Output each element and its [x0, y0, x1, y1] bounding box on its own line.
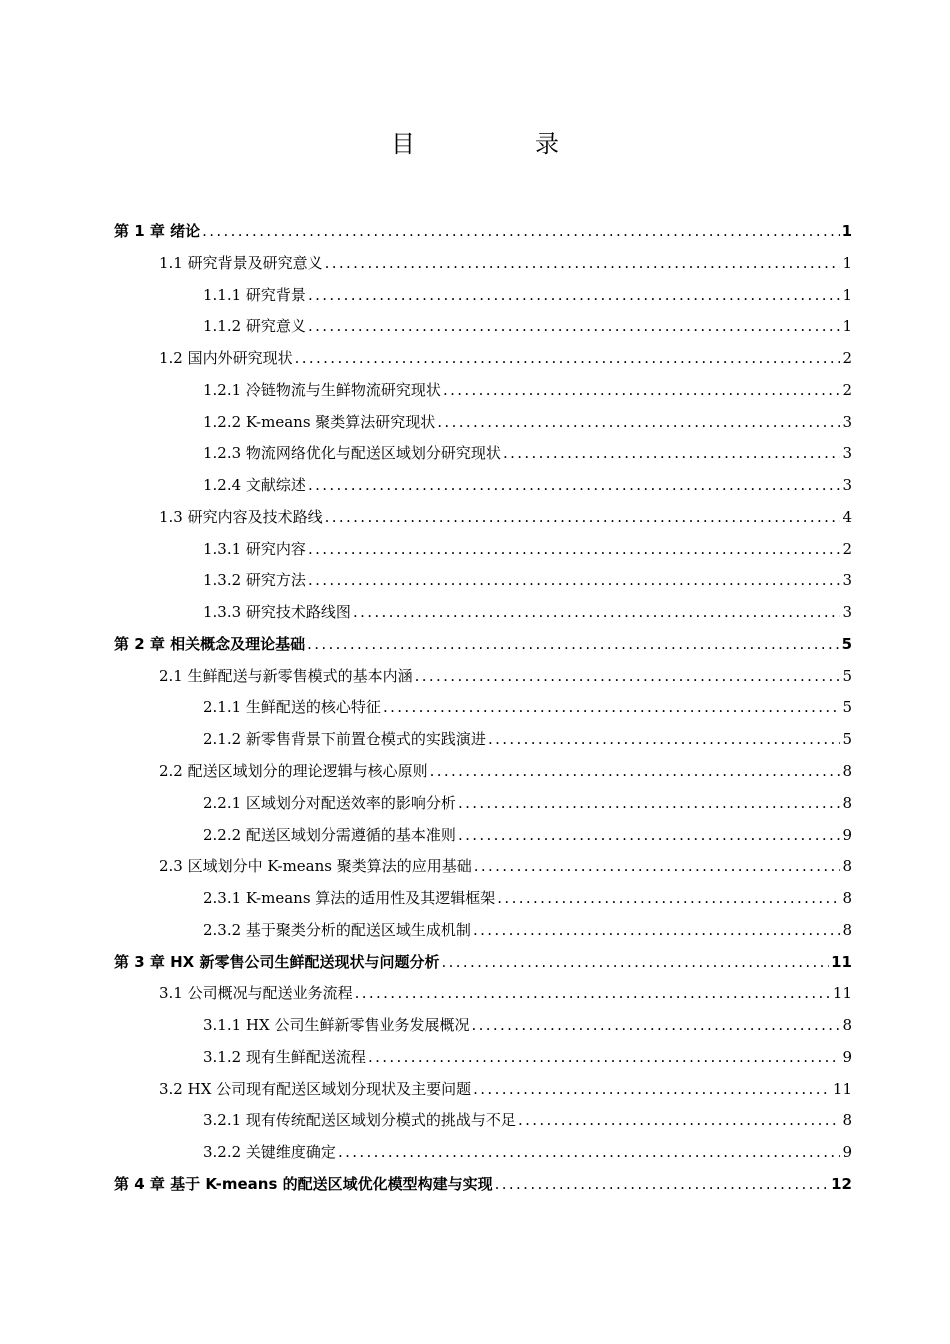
toc-subsection-entry[interactable] [114, 820, 852, 852]
toc-page-number: 11 [832, 984, 852, 1003]
toc-subsection-entry[interactable] [114, 407, 852, 439]
toc-page-number: 1 [842, 253, 852, 272]
toc-page-number: 2 [842, 380, 852, 399]
dot-leader [415, 661, 841, 693]
toc-page-number: 11 [832, 1079, 852, 1098]
dot-leader [308, 280, 841, 312]
toc-page-number: 8 [842, 1016, 852, 1035]
dot-leader [473, 915, 841, 947]
toc-section-entry[interactable] [114, 343, 852, 375]
toc-page-number: 4 [842, 507, 852, 526]
toc-subsection-entry[interactable] [114, 597, 852, 629]
toc-entry-text: 2.3 区域划分中 K-means 聚类算法的应用基础 [159, 857, 472, 876]
dot-leader [430, 756, 841, 788]
toc-subsection-entry[interactable] [114, 1105, 852, 1137]
toc-section-entry[interactable] [114, 978, 852, 1010]
dot-leader [458, 820, 841, 852]
toc-entry-text: 1.3.1 研究内容 [203, 539, 306, 558]
toc-subsection-entry[interactable] [114, 915, 852, 947]
dot-leader [308, 534, 841, 566]
dot-leader [355, 978, 831, 1010]
toc-page-number: 5 [842, 666, 852, 685]
dot-leader [353, 597, 841, 629]
toc-entry-text: 2.1.2 新零售背景下前置仓模式的实践演进 [203, 730, 486, 749]
toc-page-number: 1 [841, 222, 852, 240]
toc-subsection-entry[interactable] [114, 565, 852, 597]
toc-entry-text: 1.3.2 研究方法 [203, 571, 306, 590]
toc-title: 目 录 [391, 130, 607, 158]
toc-entry-text: 1.1.1 研究背景 [203, 285, 306, 304]
toc-subsection-entry[interactable] [114, 883, 852, 915]
dot-leader [474, 851, 841, 883]
dot-leader [325, 248, 841, 280]
dot-leader [458, 788, 841, 820]
toc-subsection-entry[interactable] [114, 724, 852, 756]
toc-subsection-entry[interactable] [114, 534, 852, 566]
dot-leader [308, 565, 841, 597]
toc-entry-text: 2.3.1 K-means 算法的适用性及其逻辑框架 [203, 889, 496, 908]
toc-section-entry[interactable] [114, 502, 852, 534]
toc-entry-text: 1.2.4 文献综述 [203, 476, 306, 495]
toc-entry-text: 3.2.1 现有传统配送区域划分模式的挑战与不足 [203, 1111, 516, 1130]
toc-page-number: 1 [842, 285, 852, 304]
table-of-contents [114, 216, 852, 1201]
toc-entry-text: 1.1 研究背景及研究意义 [159, 253, 323, 272]
toc-subsection-entry[interactable] [114, 311, 852, 343]
dot-leader [307, 629, 839, 661]
toc-entry-text: 1.2.1 冷链物流与生鲜物流研究现状 [203, 380, 441, 399]
toc-section-entry[interactable] [114, 1074, 852, 1106]
toc-subsection-entry[interactable] [114, 375, 852, 407]
dot-leader [471, 1010, 840, 1042]
dot-leader [495, 1169, 829, 1201]
dot-leader [295, 343, 841, 375]
toc-page-number: 3 [842, 444, 852, 463]
toc-entry-text: 第 3 章 HX 新零售公司生鲜配送现状与问题分析 [114, 952, 440, 971]
dot-leader [488, 724, 841, 756]
toc-page-number: 8 [842, 920, 852, 939]
toc-page-number: 5 [841, 634, 852, 653]
toc-page-number: 12 [831, 1174, 852, 1193]
toc-subsection-entry[interactable] [114, 692, 852, 724]
toc-page-number: 8 [842, 889, 852, 908]
dot-leader [443, 375, 841, 407]
toc-entry-text: 3.2 HX 公司现有配送区域划分现状及主要问题 [159, 1079, 472, 1098]
toc-page-number: 5 [842, 730, 852, 749]
toc-page-number: 9 [842, 1143, 852, 1162]
toc-page-number: 8 [842, 762, 852, 781]
toc-subsection-entry[interactable] [114, 280, 852, 312]
dot-leader [441, 947, 829, 979]
toc-entry-text: 1.2.3 物流网络优化与配送区域划分研究现状 [203, 444, 501, 463]
toc-entry-text: 2.2.2 配送区域划分需遵循的基本准则 [203, 825, 456, 844]
toc-chapter-entry[interactable] [114, 629, 852, 661]
dot-leader [368, 1042, 841, 1074]
toc-page-number: 2 [842, 539, 852, 558]
toc-entry-text: 3.1 公司概况与配送业务流程 [159, 984, 353, 1003]
toc-subsection-entry[interactable] [114, 438, 852, 470]
toc-subsection-entry[interactable] [114, 1010, 852, 1042]
toc-entry-text: 2.1.1 生鲜配送的核心特征 [203, 698, 381, 717]
toc-page-number: 2 [842, 349, 852, 368]
toc-chapter-entry[interactable] [114, 947, 852, 979]
toc-section-entry[interactable] [114, 248, 852, 280]
dot-leader [473, 1074, 831, 1106]
toc-chapter-entry[interactable] [114, 1169, 852, 1201]
toc-entry-text: 第 1 章 绪论 [114, 222, 201, 240]
toc-entry-text: 2.3.2 基于聚类分析的配送区域生成机制 [203, 920, 471, 939]
toc-chapter-entry[interactable] [114, 216, 852, 248]
toc-section-entry[interactable] [114, 661, 852, 693]
toc-entry-text: 1.1.2 研究意义 [203, 317, 306, 336]
dot-leader [308, 311, 841, 343]
dot-leader [518, 1105, 841, 1137]
toc-entry-text: 第 4 章 基于 K-means 的配送区域优化模型构建与实现 [114, 1174, 493, 1193]
toc-entry-text: 3.1.2 现有生鲜配送流程 [203, 1047, 366, 1066]
toc-page-number: 8 [842, 857, 852, 876]
toc-page-number: 5 [842, 698, 852, 717]
dot-leader [308, 470, 841, 502]
toc-page-number: 3 [842, 571, 852, 590]
toc-page-number: 8 [842, 793, 852, 812]
toc-subsection-entry[interactable] [114, 470, 852, 502]
toc-subsection-entry[interactable] [114, 1137, 852, 1169]
toc-entry-text: 2.2.1 区域划分对配送效率的影响分析 [203, 793, 456, 812]
toc-page-number: 3 [842, 476, 852, 495]
toc-entry-text: 2.2 配送区域划分的理论逻辑与核心原则 [159, 762, 428, 781]
toc-entry-text: 3.1.1 HX 公司生鲜新零售业务发展概况 [203, 1016, 470, 1035]
toc-subsection-entry[interactable] [114, 788, 852, 820]
dot-leader [202, 216, 839, 248]
toc-page-number: 1 [842, 317, 852, 336]
toc-page-number: 11 [831, 952, 852, 971]
toc-entry-text: 1.2.2 K-means 聚类算法研究现状 [203, 412, 436, 431]
toc-entry-text: 1.3.3 研究技术路线图 [203, 603, 351, 622]
toc-section-entry[interactable] [114, 851, 852, 883]
toc-page-number: 3 [842, 603, 852, 622]
toc-subsection-entry[interactable] [114, 1042, 852, 1074]
toc-entry-text: 第 2 章 相关概念及理论基础 [114, 634, 306, 653]
dot-leader [437, 407, 840, 439]
dot-leader [338, 1137, 841, 1169]
toc-entry-text: 1.3 研究内容及技术路线 [159, 507, 323, 526]
dot-leader [497, 883, 840, 915]
toc-section-entry[interactable] [114, 756, 852, 788]
dot-leader [325, 502, 841, 534]
toc-page-number: 8 [842, 1111, 852, 1130]
toc-page-number: 9 [842, 825, 852, 844]
toc-entry-text: 2.1 生鲜配送与新零售模式的基本内涵 [159, 666, 413, 685]
toc-page-number: 9 [842, 1047, 852, 1066]
toc-page-number: 3 [842, 412, 852, 431]
toc-entry-text: 1.2 国内外研究现状 [159, 349, 293, 368]
dot-leader [383, 692, 841, 724]
toc-entry-text: 3.2.2 关键维度确定 [203, 1143, 336, 1162]
dot-leader [503, 438, 841, 470]
